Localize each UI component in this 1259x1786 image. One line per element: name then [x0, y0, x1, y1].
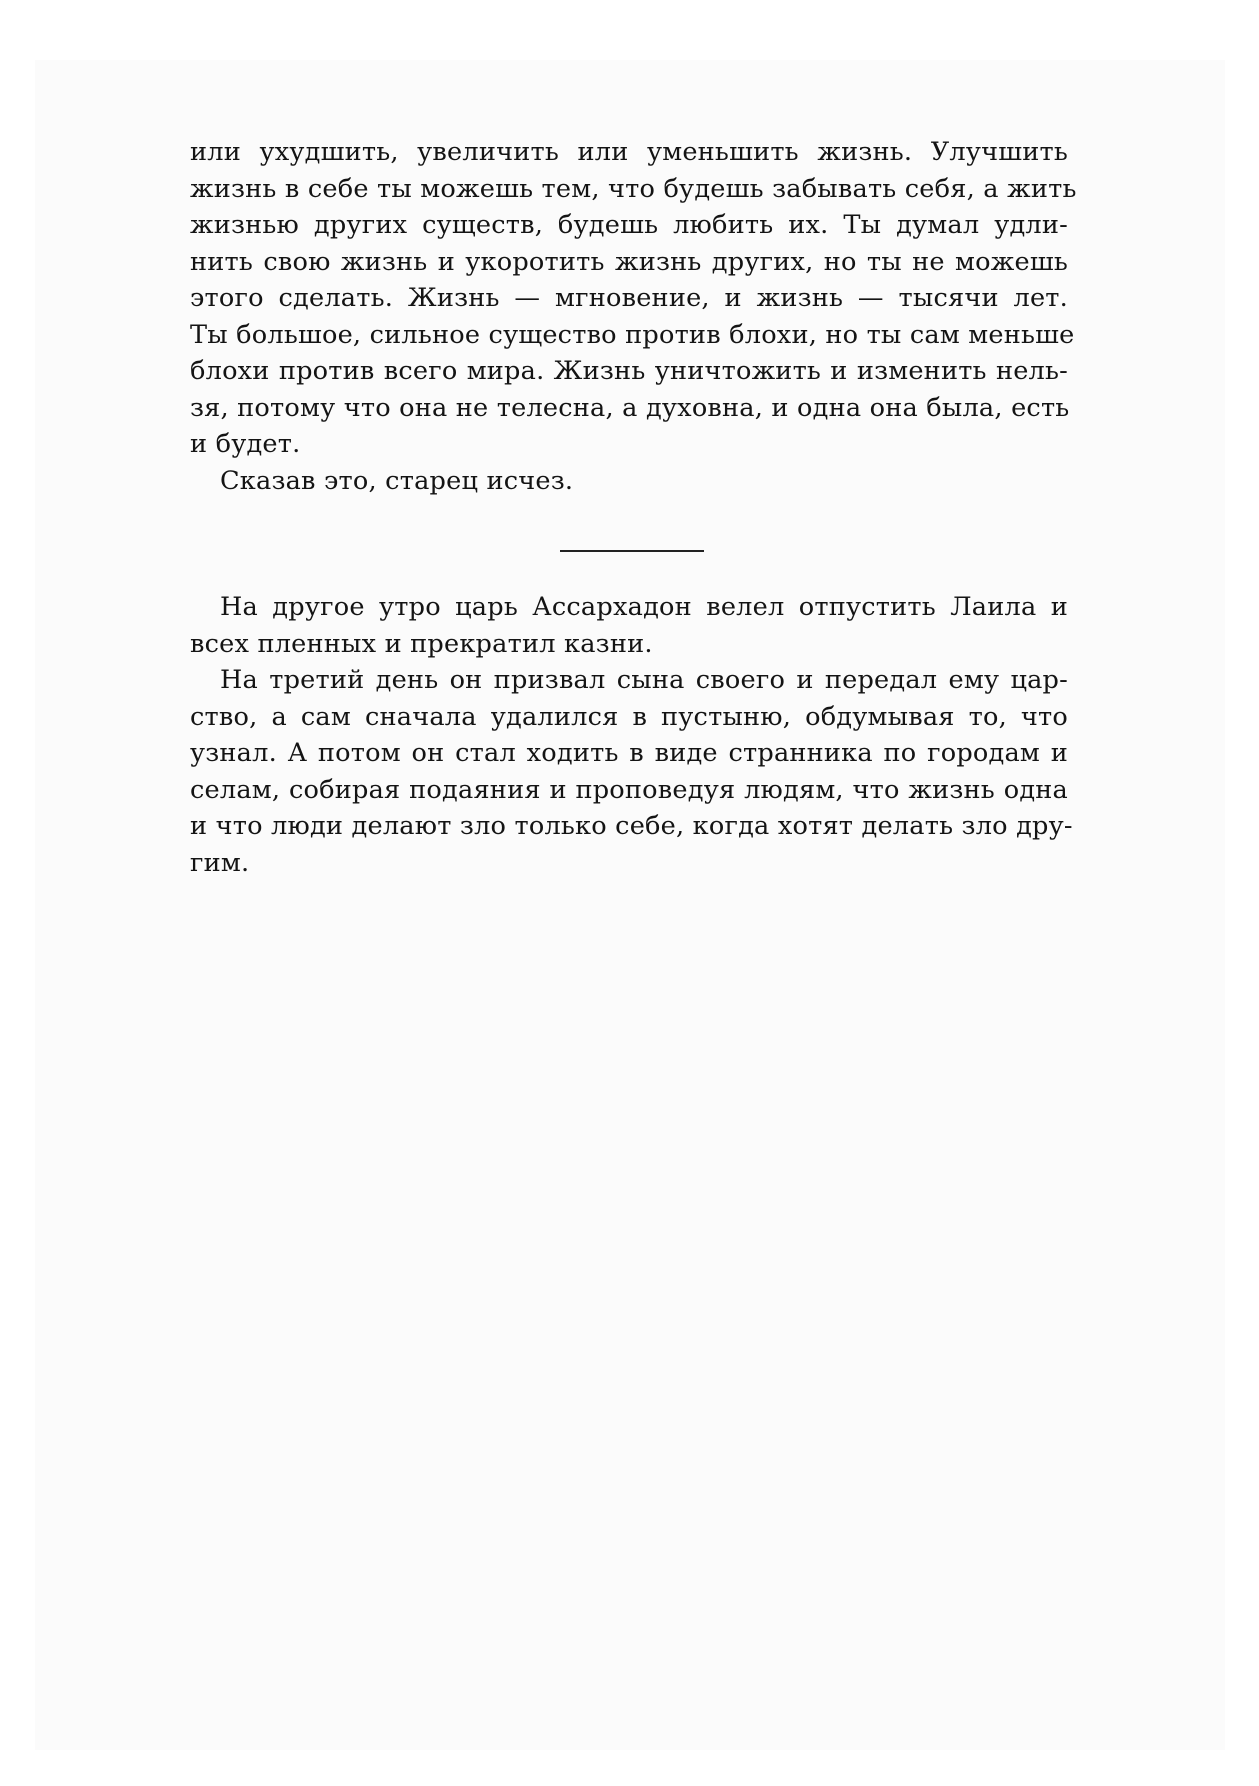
paragraph-3 — [190, 589, 1068, 662]
text-section-upper — [190, 134, 1077, 499]
paragraph-4 — [190, 662, 1073, 881]
text-line: и будет. — [190, 429, 301, 459]
text-line: и что люди делают зло только себе, когда хотят делать зло дру- — [190, 811, 1073, 841]
text-line: Ты большое, сильное существо против блохи, но ты сам меньше — [190, 319, 1075, 350]
text-line: жизнью других существ, будешь любить их. Ты думал удли- — [190, 210, 1068, 240]
section-divider — [560, 550, 704, 552]
paragraph-1 — [190, 134, 1077, 463]
text-line: зя, потому что она не телесна, а духовна, и одна она была, есть — [190, 392, 1070, 423]
text-line: селам, собирая подаяния и проповедуя людям, что жизнь одна — [190, 774, 1068, 805]
text-line: На третий день он призвал сына своего и передал ему цар- — [220, 665, 1068, 695]
text-line: Сказав это, старец исчез. — [220, 465, 574, 496]
text-line: или ухудшить, увеличить или уменьшить жизнь. Улучшить — [190, 137, 1068, 167]
text-line: узнал. А потом он стал ходить в виде странника по городам и — [190, 738, 1068, 768]
text-line: блохи против всего мира. Жизнь уничтожить и изменить нель- — [190, 356, 1068, 386]
text-line: этого сделать. Жизнь — мгновение, и жизнь — тысячи лет. — [190, 283, 1068, 313]
text-section-lower — [190, 589, 1073, 881]
text-line: ство, а сам сначала удалился в пустыню, обдумывая то, что — [190, 701, 1068, 732]
text-line: гим. — [190, 847, 250, 878]
text-line: всех пленных и прекратил казни. — [190, 628, 653, 659]
text-line: нить свою жизнь и укоротить жизнь других, но ты не можешь — [190, 246, 1068, 277]
text-line: жизнь в себе ты можешь тем, что будешь забывать себя, а жить — [190, 173, 1077, 204]
text-line: На другое утро царь Ассархадон велел отпустить Лаила и — [220, 592, 1068, 622]
paragraph-2 — [190, 463, 1068, 500]
